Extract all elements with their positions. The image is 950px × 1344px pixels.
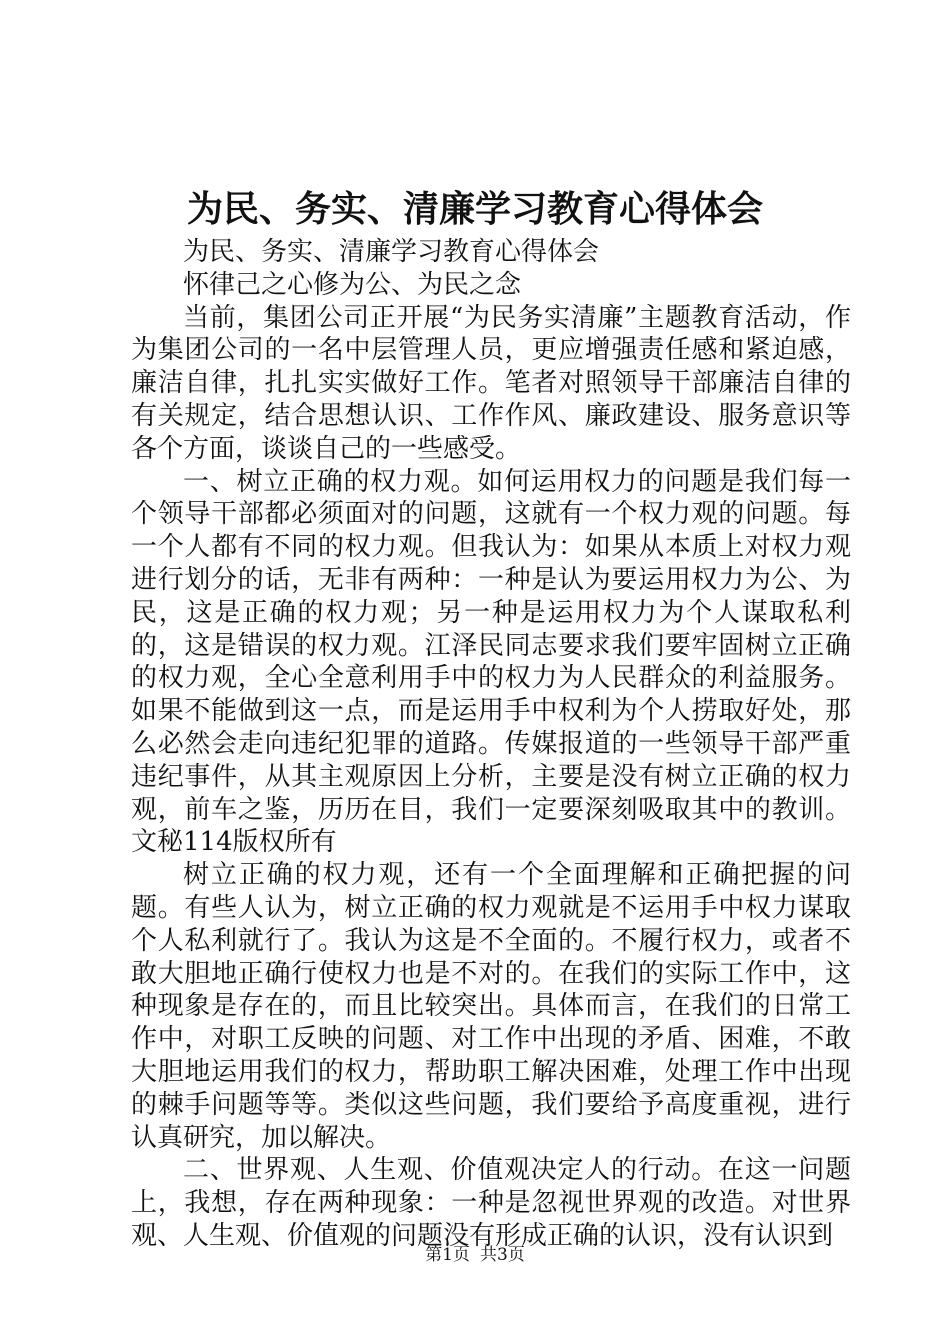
page-footer bbox=[0, 1244, 950, 1266]
document-title: 为民、务实、清廉学习教育心得体会 bbox=[186, 188, 763, 230]
paragraph-intro: 当前，集团公司正开展“为民务实清廉”主题教育活动，作为集团公司的一名中层管理人员，更应增强责任感和紧迫感，廉洁自律，扎扎实实做好工作。笔者对照领导干部廉洁自律的有关规定，结合思想认识、工作作风、廉政建设、服务意识等各个方面，谈谈自己的一些感受。 bbox=[131, 302, 851, 464]
paragraph-section-one: 一、树立正确的权力观。如何运用权力的问题是我们每一个领导干部都必须面对的问题，这就有一个权力观的问题。每一个人都有不同的权力观。但我认为：如果从本质上对权力观进行划分的话，无非有两种：一种是认为要运用权力为公、为民，这是正确的权力观；另一种是运用权力为个人谋取私利的，这是错误的权力观。江泽民同志要求我们要牢固树立正确的权力观，全心全意利用手中的权力为人民群众的利益服务。如果不能做到这一点，而是运用手中权利为个人捞取好处，那么必然会走向违纪犯罪的道路。传媒报道的一些领导干部严重违纪事件，从其主观原因上分析，主要是没有树立正确的权力观，前车之鉴，历历在目，我们一定要深刻吸取其中的教训。文秘114版权所有 bbox=[131, 466, 851, 858]
paragraph-section-two: 二、世界观、人生观、价值观决定人的行动。在这一问题上，我想，存在两种现象：一种是忽视世界观的改造。对世界观、人生观、价值观的问题没有形成正确的认识，没有认识到 bbox=[131, 1155, 851, 1251]
page-number: 第1页 bbox=[425, 1245, 470, 1265]
document-body bbox=[131, 236, 851, 1253]
page-total: 共3页 bbox=[480, 1245, 525, 1265]
paragraph-section-one-cont: 树立正确的权力观，还有一个全面理解和正确把握的问题。有些人认为，树立正确的权力观就是不运用手中权力谋取个人私利就行了。我认为这是不全面的。不履行权力，或者不敢大胆地正确行使权力也是不对的。在我们的实际工作中，这种现象是存在的，而且比较突出。具体而言，在我们的日常工作中，对职工反映的问题、对工作中出现的矛盾、困难，不敢大胆地运用我们的权力，帮助职工解决困难，处理工作中出现的棘手问题等等。类似这些问题，我们要给予高度重视，进行认真研究，加以解决。 bbox=[131, 860, 851, 1153]
paragraph-heading: 怀律己之心修为公、为民之念 bbox=[183, 269, 522, 300]
paragraph-subtitle: 为民、务实、清廉学习教育心得体会 bbox=[183, 237, 600, 267]
